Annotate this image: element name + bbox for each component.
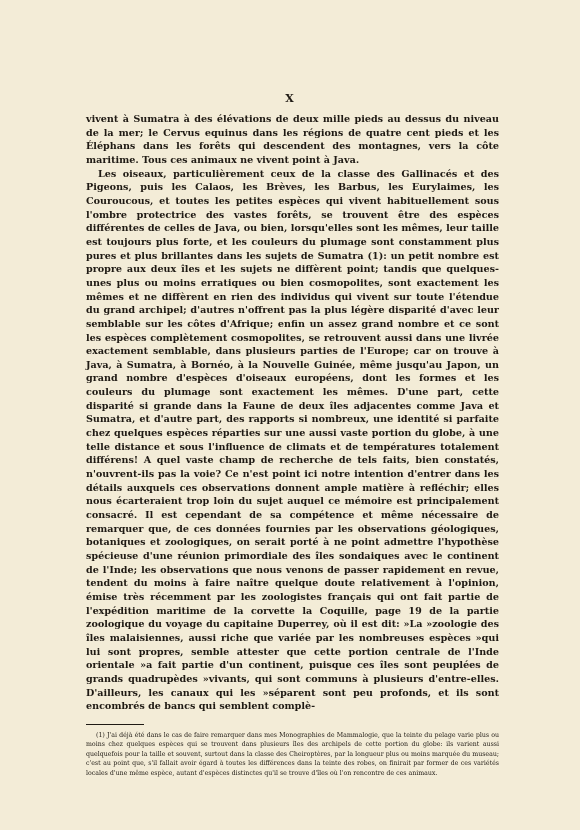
body-text [86, 113, 499, 714]
page-number: X [285, 92, 295, 105]
footnote-rule [86, 724, 144, 725]
footnote [86, 731, 499, 779]
paragraph-2: Les oiseaux, particulièrement ceux de la classe des Gallinacés et des Pigeons, puis les Calaos, les Brèves, les Barbus, les Eurylaimes, les Couroucous, et toutes les petites espèces qui vivent habituellement sous l'ombre protectrice des vastes forêts, se trouvent être des espèces différentes de celles de Java, ou bien, lorsqu'elles sont les mêmes, leur taille est toujours plus forte, et les couleurs du plumage sont constamment plus pures et plus brillantes dans les sujets de Sumatra (1): un petit nombre est propre aux deux îles et les sujets ne diffèrent point; tandis que quelques-unes plus ou moins erratiques ou bien cosmopolites, sont exactement les mêmes et ne diffèrent en rien des individus qui vivent sur toute l'étendue du grand archipel; d'autres n'offrent pas la plus légère disparité d'avec leur semblable sur les côtes d'Afrique; enfin un assez grand nombre et ce sont les espèces complètement cosmopolites, se retrouvent aussi dans une livrée exactement semblable, dans plusieurs parties de l'Europe; car on trouve à Java, à Sumatra, à Bornéo, à la Nouvelle Guinée, même jusqu'au Japon, un grand nombre d'espèces d'oiseaux européens, dont les formes et les couleurs du plumage sont exactement les mêmes. D'une part, cette disparité si grande dans la Faune de deux îles adjacentes comme Java et Sumatra, et d'autre part, des rapports si nombreux, une identité si parfaite chez quelques espèces réparties sur une aussi vaste portion du globe, à une telle distance et sous l'influence de climats et de températures totalement différens! A quel vaste champ de recherche de tels faits, bien constatés, n'ouvrent-ils pas la voie? Ce n'est point ici notre intention d'entrer dans les détails auxquels ces observations donnent ample matière à refléchir; elles nous écarteraient trop loin du sujet auquel ce mémoire est principalement consacré. Il est cependant de sa compétence et même nécessaire de remarquer que, de ces données fournies par les observations géologiques, botaniques et zoologiques, on serait porté à ne point admettre l'hypothèse spécieuse d'une réunion primordiale des îles sondaiques avec le continent de l'Inde; les observations que nous venons de passer rapidement en revue, tendent du moins à faire naître quelque doute relativement à l'opinion, émise très récemment par les zoologistes français qui ont fait partie de l'expédition maritime de la corvette la Coquille, page 19 de la partie zoologique du voyage du capitaine Duperrey, où il est dit: »La »zoologie des îles malaisiennes, aussi riche que variée par les nombreuses espèces »qui lui sont propres, semble attester que cette portion centrale de l'Inde orientale »a fait partie d'un continent, puisque ces îles sont peuplées de grands quadrupèdes »vivants, qui sont communs à plusieurs d'entre-elles. D'ailleurs, les canaux qui les »séparent sont peu profonds, et ils sont encombrés de bancs qui semblent complè- [86, 168, 499, 713]
paragraph-1: vivent à Sumatra à des élévations de deux mille pieds au dessus du niveau de la mer; le Cervus equinus dans les régions de quatre cent pieds et les Éléphans dans les forêts qui descendent des montagnes, vers la côte maritime. Tous ces animaux ne vivent point à Java. [86, 114, 499, 166]
text-block [86, 113, 499, 778]
footnote-text: (1) J'ai déjà été dans le cas de faire remarquer dans mes Monographies de Mammalogie, que la teinte du pelage varie plus ou moins chez quelques espèces qui se trouvent dans plusieurs îles des archipels de cette portion du globe: ils varient aussi quelquefois pour la taille et souvent, surtout dans la classe des Cheiroptères, par la longueur plus ou moins marquée du museau; c'est au point que, s'il fallait avoir égard à toutes les différences dans la teinte des robes, on finirait par former de ces variétés locales d'une même espèce, autant d'espèces distinctes qu'il se trouve d'îles où l'on rencontre de ces animaux. [86, 731, 499, 777]
